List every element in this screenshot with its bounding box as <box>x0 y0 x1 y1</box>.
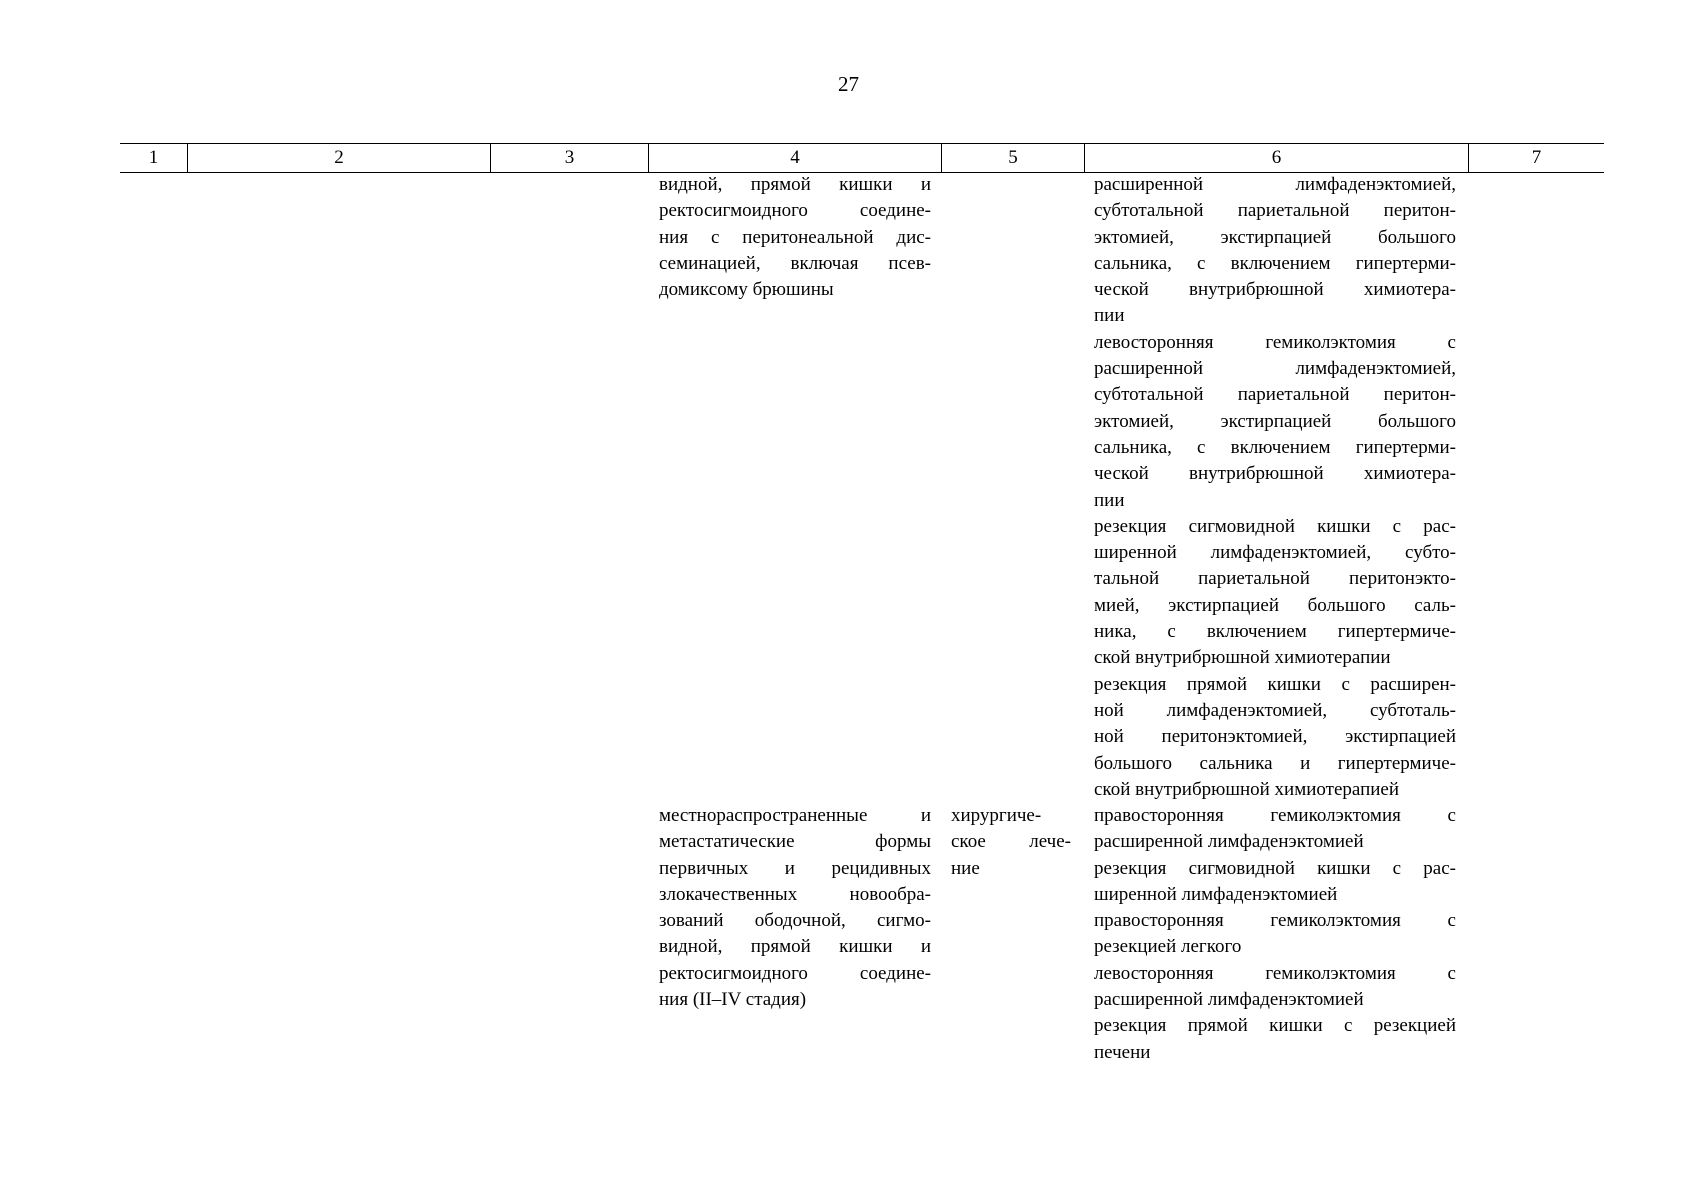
text-line: ной перитонэктомией, экстирпацией <box>1094 726 1456 748</box>
text-line: ской внутрибрюшной химиотерапией <box>1094 778 1400 800</box>
text-line: сальника, с включением гипертерми- <box>1094 436 1456 458</box>
text-line: тальной париетальной перитонэкто- <box>1094 568 1456 590</box>
column-header-6: 6 <box>1084 144 1468 172</box>
text-line: печени <box>1094 1041 1151 1063</box>
text-line: расширенной лимфаденэктомией <box>1094 989 1364 1011</box>
text-line: ческой внутрибрюшной химиотера- <box>1094 279 1456 301</box>
text-line: первичных и рецидивных <box>659 857 931 879</box>
text-line: ной лимфаденэктомией, субтоталь- <box>1094 699 1456 721</box>
text-line: ректосигмоидного соедине- <box>659 962 931 984</box>
column-header-2: 2 <box>187 144 490 172</box>
text-line: расширенной лимфаденэктомией <box>1094 831 1364 853</box>
text-line: эктомией, экстирпацией большого <box>1094 226 1456 248</box>
text-line: ской внутрибрюшной химиотерапии <box>1094 647 1391 669</box>
text-line: ширенной лимфаденэктомией <box>1094 883 1338 905</box>
text-line: большого сальника и гипертермиче- <box>1094 752 1456 774</box>
text-line: левосторонняя гемиколэктомия с <box>1094 331 1456 353</box>
text-line: ректосигмоидного соедине- <box>659 200 931 222</box>
col6-treatment-methods-cont <box>1094 172 1456 803</box>
col6-treatment-methods <box>1094 803 1456 1066</box>
text-line: ское лече- <box>951 831 1071 853</box>
text-line: левосторонняя гемиколэктомия с <box>1094 962 1456 984</box>
text-line: видной, прямой кишки и <box>659 174 931 195</box>
text-line: злокачественных новообра- <box>659 883 931 905</box>
text-line: местнораспространенные и <box>659 805 931 826</box>
text-line: расширенной лимфаденэктомией, <box>1094 358 1456 380</box>
column-header-1: 1 <box>148 147 159 168</box>
text-line: ширенной лимфаденэктомией, субто- <box>1094 542 1456 564</box>
column-header-5: 5 <box>941 144 1084 172</box>
col4-diagnosis-cont <box>659 172 931 303</box>
text-line: пии <box>1094 489 1125 511</box>
text-line: домиксому брюшины <box>659 279 834 301</box>
text-line: резекция сигмовидной кишки с рас- <box>1094 515 1456 537</box>
text-line: субтотальной париетальной перитон- <box>1094 200 1456 222</box>
text-line: семинацией, включая псев- <box>659 252 931 274</box>
text-line: мией, экстирпацией большого саль- <box>1094 594 1456 616</box>
text-line: ние <box>951 857 980 879</box>
text-line: резекция сигмовидной кишки с рас- <box>1094 857 1456 879</box>
text-line: эктомией, экстирпацией большого <box>1094 410 1456 432</box>
text-line: резекцией легкого <box>1094 936 1242 958</box>
text-line: сальника, с включением гипертерми- <box>1094 252 1456 274</box>
column-header-4: 4 <box>648 144 941 172</box>
text-line: резекция прямой кишки с резекцией <box>1094 1015 1456 1037</box>
text-line: хирургиче- <box>951 805 1042 826</box>
text-line: расширенной лимфаденэктомией, <box>1094 174 1456 195</box>
column-header-3: 3 <box>490 144 648 172</box>
text-line: ния с перитонеальной дис- <box>659 226 931 248</box>
col4-diagnosis <box>659 803 931 1013</box>
table-header-row <box>120 143 1604 173</box>
text-line: правосторонняя гемиколэктомия с <box>1094 910 1456 932</box>
column-header-7: 7 <box>1468 144 1604 172</box>
page-number: 27 <box>838 72 859 96</box>
col5-treatment-type <box>951 803 1071 882</box>
text-line: резекция прямой кишки с расширен- <box>1094 673 1456 695</box>
text-line: ния (II–IV стадия) <box>659 989 807 1011</box>
text-line: видной, прямой кишки и <box>659 936 931 958</box>
text-line: правосторонняя гемиколэктомия с <box>1094 805 1456 826</box>
text-line: ческой внутрибрюшной химиотера- <box>1094 463 1456 485</box>
text-line: метастатические формы <box>659 831 931 853</box>
text-line: субтотальной париетальной перитон- <box>1094 384 1456 406</box>
text-line: пии <box>1094 305 1125 327</box>
text-line: ника, с включением гипертермиче- <box>1094 621 1456 643</box>
text-line: зований ободочной, сигмо- <box>659 910 931 932</box>
